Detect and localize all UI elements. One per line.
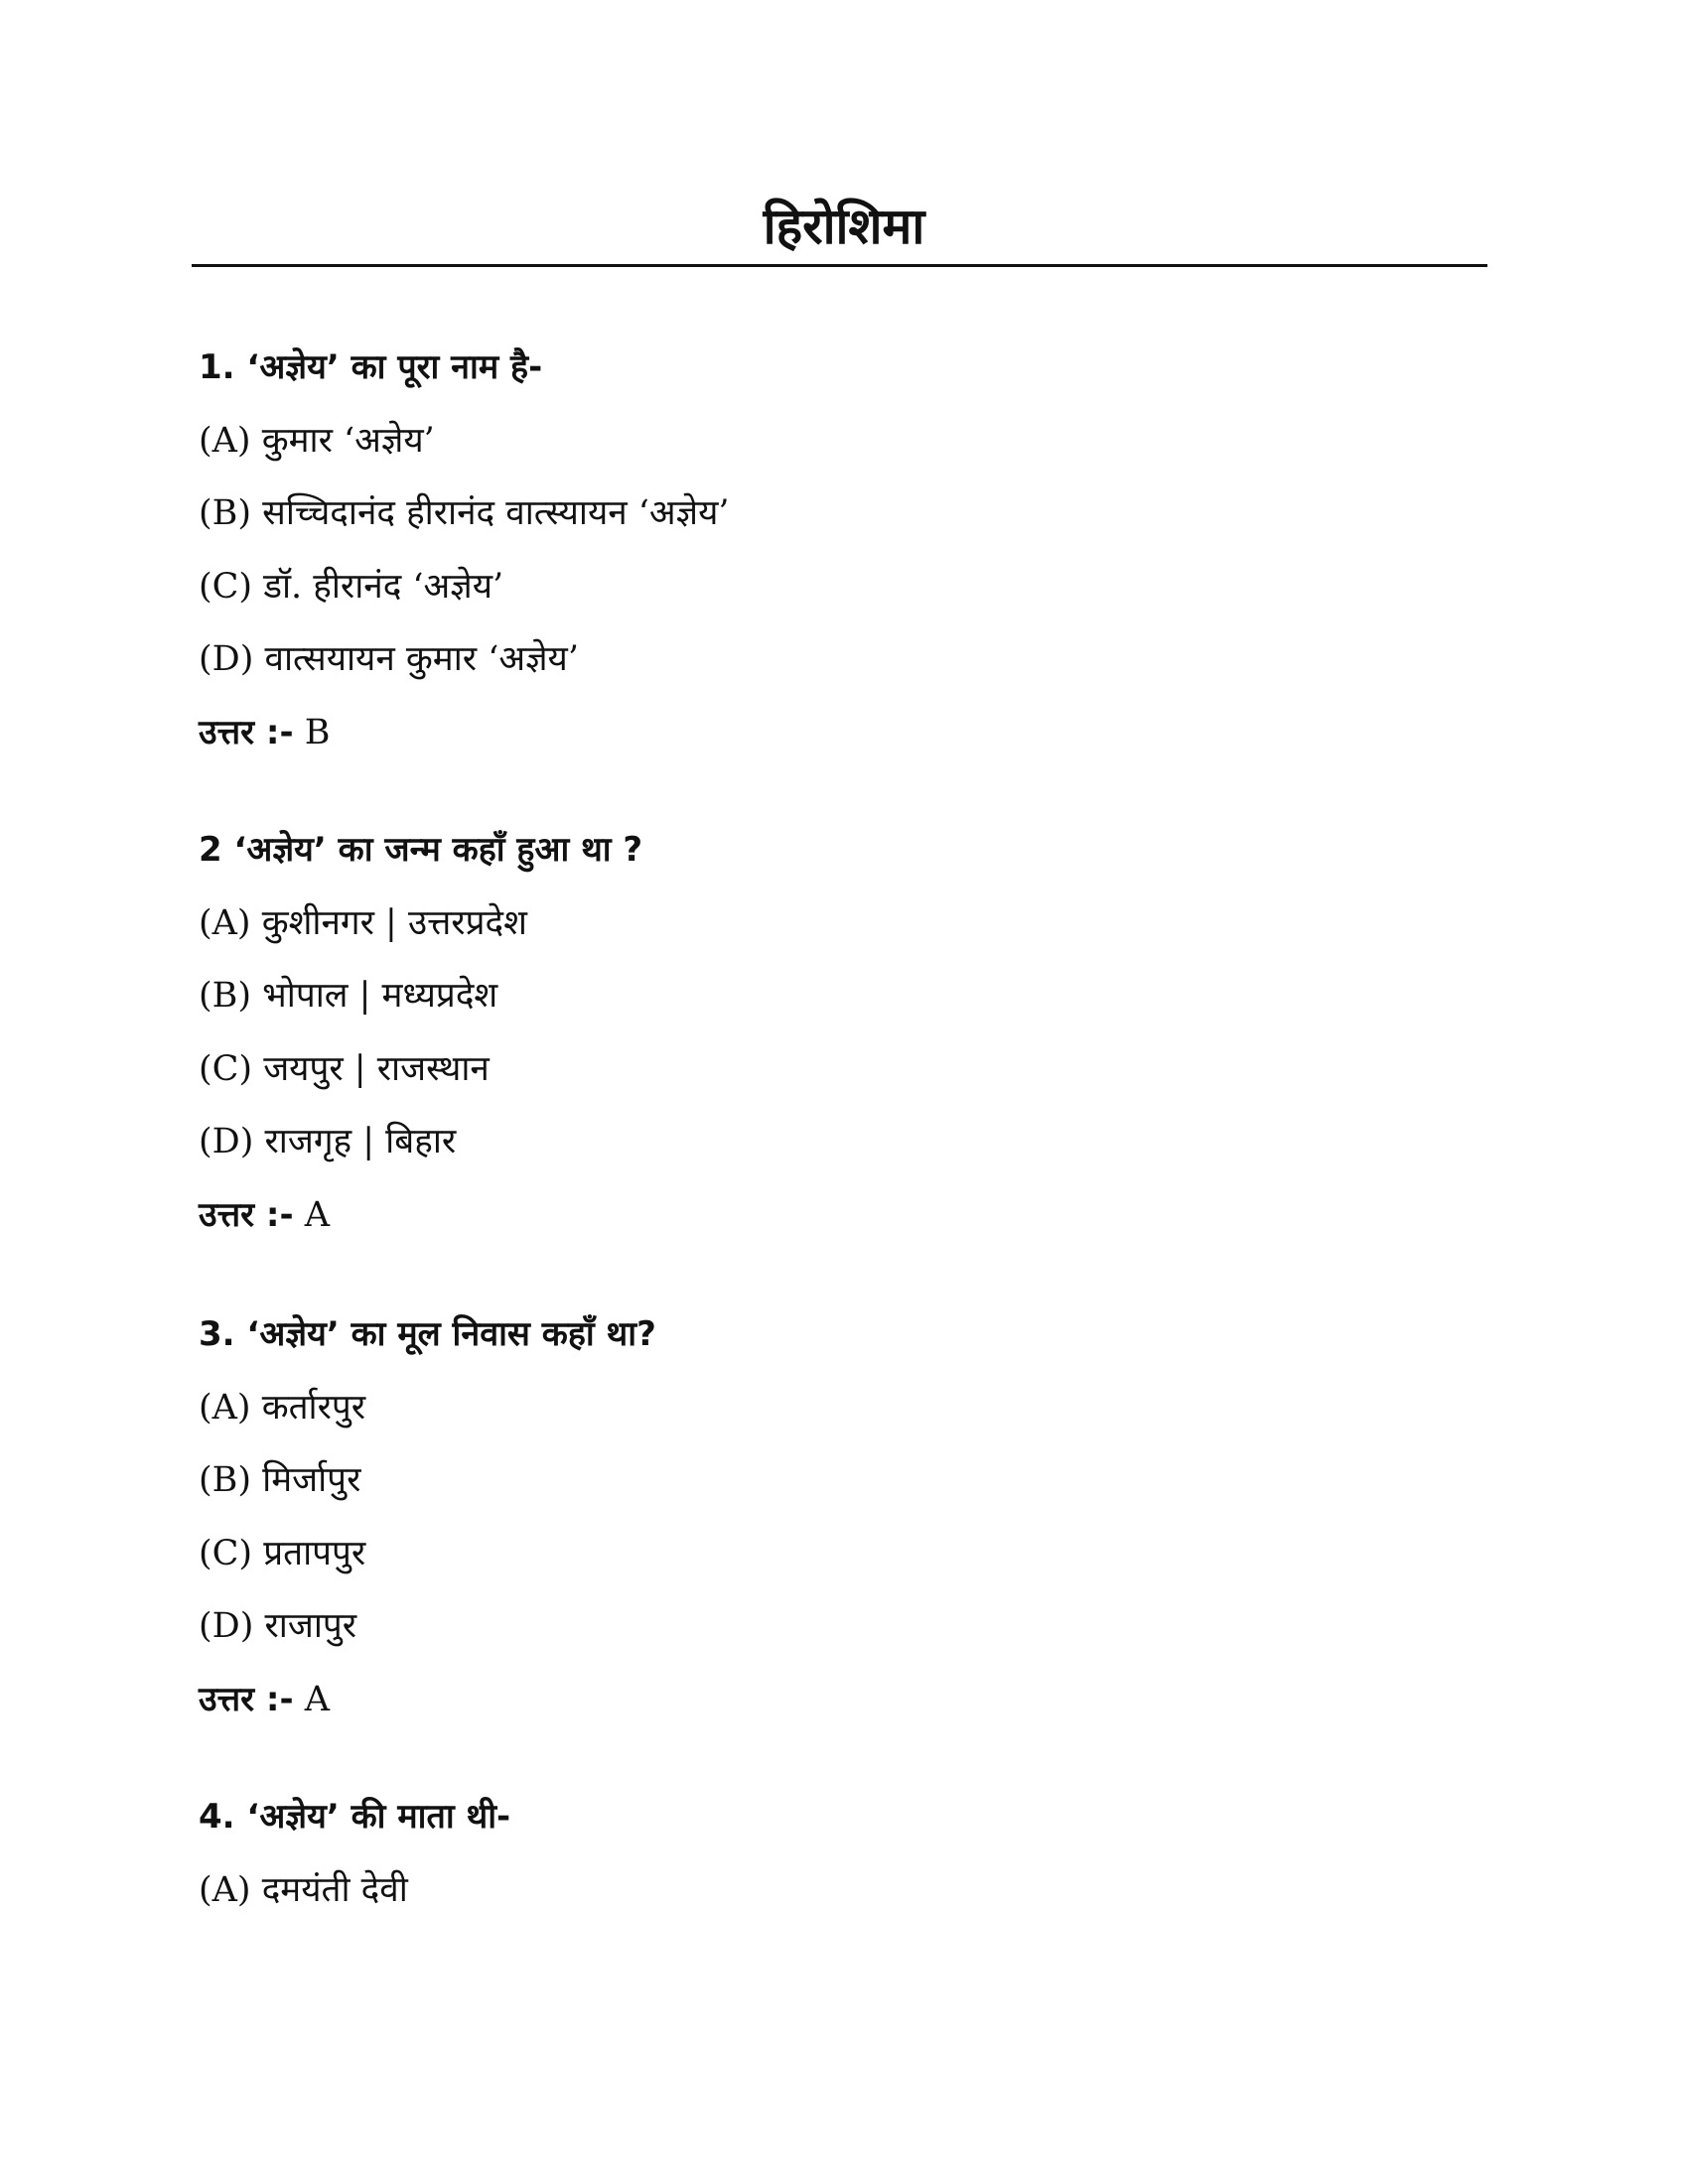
- answer-value: A: [304, 1679, 330, 1719]
- question-block-3: [199, 1304, 1489, 1742]
- question-2-option-c: (C) जयपुर | राजस्थान: [199, 1048, 490, 1089]
- question-2-text: 2 ‘अज्ञेय’ का जन्म कहाँ हुआ था ?: [199, 830, 643, 870]
- answer-value: A: [304, 1194, 330, 1235]
- title-underline: [192, 264, 1487, 267]
- answer-label: उत्तर :-: [199, 712, 294, 752]
- question-block-2: [199, 820, 1489, 1258]
- question-3-option-c: (C) प्रतापपुर: [199, 1533, 366, 1573]
- question-1-option-d: (D) वात्सयायन कुमार ‘अज्ञेय’: [199, 639, 579, 679]
- question-block-4: [199, 1787, 1489, 1933]
- question-2-option-d: (D) राजगृह | बिहार: [199, 1122, 457, 1161]
- answer-label: उत्तर :-: [199, 1679, 294, 1719]
- question-1-text: 1. ‘अज्ञेय’ का पूरा नाम है-: [199, 347, 543, 387]
- question-1-option-b: (B) सच्चिदानंद हीरानंद वात्स्यायन ‘अज्ञेय’: [199, 493, 730, 533]
- question-1-answer: [199, 703, 1489, 776]
- question-4-text: 4. ‘अज्ञेय’ की माता थी-: [199, 1797, 511, 1837]
- question-3-option-d: (D) राजापुर: [199, 1606, 357, 1646]
- question-3-option-a: (A) कर्तारपुर: [199, 1387, 366, 1428]
- question-2-option-a: (A) कुशीनगर | उत्तरप्रदेश: [199, 902, 527, 943]
- answer-value: B: [304, 712, 331, 752]
- question-3-answer: [199, 1670, 1489, 1743]
- question-3-text: 3. ‘अज्ञेय’ का मूल निवास कहाँ था?: [199, 1314, 656, 1354]
- question-2-option-b: (B) भोपाल | मध्यप्रदेश: [199, 976, 498, 1016]
- question-3-option-b: (B) मिर्जापुर: [199, 1460, 361, 1500]
- question-2-answer: [199, 1185, 1489, 1259]
- answer-label: उत्तर :-: [199, 1194, 294, 1235]
- question-block-1: [199, 338, 1489, 775]
- question-1-option-a: (A) कुमार ‘अज्ञेय’: [199, 420, 435, 461]
- question-4-option-a: (A) दमयंती देवी: [199, 1869, 408, 1910]
- page-title: हिरोशिमा: [763, 198, 925, 255]
- question-1-option-c: (C) डॉ. हीरानंद ‘अज्ञेय’: [199, 566, 504, 607]
